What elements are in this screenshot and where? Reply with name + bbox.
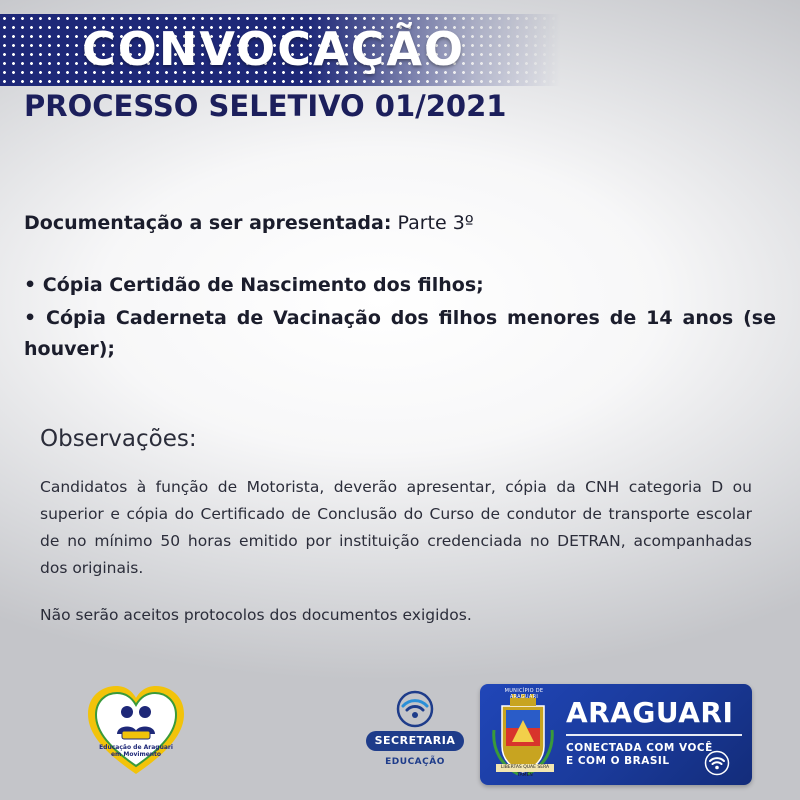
secretaria-sub: EDUCAÇÃO xyxy=(385,757,445,767)
wifi-circle-icon xyxy=(393,690,437,728)
heart-family-logo xyxy=(84,682,188,778)
documentation-label: Documentação a ser apresentada: xyxy=(24,212,392,234)
documentation-part: Parte 3º xyxy=(391,212,474,234)
crest-top-text: MUNICÍPIO DE ARAGUARI xyxy=(504,688,544,700)
page-title: CONVOCAÇÃO xyxy=(82,22,466,76)
wifi-circle-icon xyxy=(704,750,730,776)
secretaria-label: SECRETARIA xyxy=(366,731,464,751)
araguari-name: ARAGUARI xyxy=(566,696,734,729)
list-item: • Cópia Certidão de Nascimento dos filhos; xyxy=(24,274,484,296)
observations-note: Não serão aceitos protocolos dos documentos exigidos. xyxy=(40,606,472,624)
araguari-divider xyxy=(566,734,742,736)
documentation-list xyxy=(24,270,776,367)
documentation-heading xyxy=(24,212,474,234)
page-subtitle: PROCESSO SELETIVO 01/2021 xyxy=(24,89,507,123)
observations-text: Candidatos à função de Motorista, deverão apresentar, cópia da CNH categoria D ou superior e cópia do Certificado de Conclusão do Curso de condutor de transporte escolar de no mínimo 50 horas emitido por instituição credenciada no DETRAN, acompanhadas dos originais. xyxy=(40,478,752,577)
araguari-slogan-line2: E COM O BRASIL xyxy=(566,755,670,767)
list-item: • Cópia Caderneta de Vacinação dos filhos menores de 14 anos (se houver); xyxy=(24,307,776,360)
araguari-slogan-line1: CONECTADA COM VOCÊ xyxy=(566,742,713,754)
crest-motto: LIBERTAS QUAE SERA TAMEN xyxy=(496,764,554,772)
observations-title: Observações: xyxy=(40,426,197,452)
heart-logo-caption: Educação de Araguari em Movimento xyxy=(99,744,173,758)
araguari-slogan xyxy=(566,742,713,768)
